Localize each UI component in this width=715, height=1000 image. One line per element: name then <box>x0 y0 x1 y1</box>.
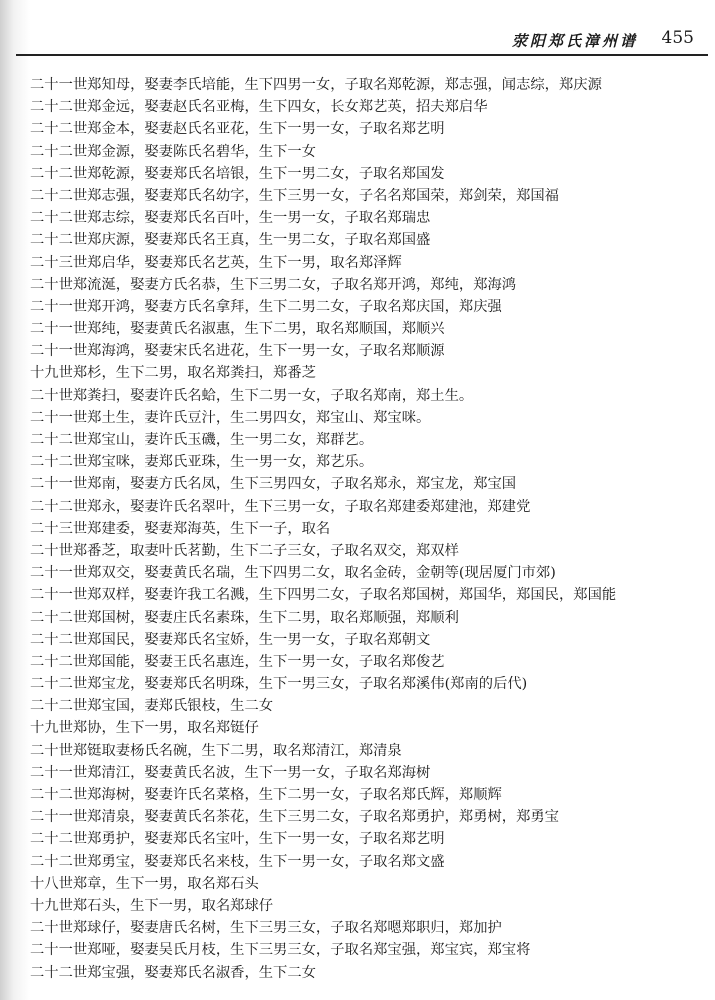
genealogy-line: 二十二世郑宝山，妻许氏玉磯，生一男二女，郑群艺。 <box>30 432 374 448</box>
page-number: 455 <box>661 28 694 48</box>
genealogy-line: 二十三世郑启华，娶妻郑氏名艺英，生下一男，取名郑泽辉 <box>30 254 402 271</box>
genealogy-line: 二十二世郑宝国，妻郑氏银枝，生二女 <box>30 698 274 715</box>
genealogy-line: 二十世郑流涎，娶妻方氏名恭，生下三男二女，子取名郑开鸿，郑纯，郑海鸿 <box>30 276 517 293</box>
genealogy-line: 二十二世郑海树，娶妻许氏名菜格，生下二男一女，子取名郑氏辉，郑顺辉 <box>30 787 502 803</box>
genealogy-line: 二十二世郑志综，娶妻郑氏名百叶，生一男一女，子取名郑瑞忠 <box>30 210 431 227</box>
genealogy-line: 二十二世郑勇护，娶妻郑氏名宝叶，生下一男一女，子取名郑艺明 <box>30 831 445 848</box>
genealogy-line: 二十世郑番芝，取妻叶氏茗勤，生下二子三女，子取名双交，郑双样 <box>30 542 459 559</box>
genealogy-line: 二十二世郑庆源，娶妻郑氏名王真，生一男二女，子取名郑国盛 <box>30 232 431 249</box>
genealogy-line: 二十二世郑永，娶妻许氏名翠叶，生下三男一女，子取名郑建委郑建池，郑建党 <box>30 498 531 515</box>
genealogy-line: 二十一世郑开鸿，娶妻方氏名拿拜，生下二男二女，子取名郑庆国，郑庆强 <box>30 298 502 315</box>
genealogy-line: 二十二世郑国树，娶妻庄氏名素珠，生下二男，取名郑顺强，郑顺利 <box>30 609 459 626</box>
genealogy-line: 二十一世郑哑，娶妻吴氏月枝，生下三男三女，子取名郑宝强，郑宝宾，郑宝将 <box>30 942 531 959</box>
genealogy-line: 二十世郑球仔，娶妻唐氏名树，生下三男三女，子取名郑嗯郑职归，郑加护 <box>30 920 502 937</box>
genealogy-line: 二十一世郑南，娶妻方氏名凤，生下三男四女，子取名郑永，郑宝龙，郑宝国 <box>30 476 517 493</box>
genealogy-line: 二十二世郑乾源，娶妻郑氏名培银，生下一男二女，子取名郑国发 <box>30 165 445 182</box>
running-header <box>16 28 708 50</box>
genealogy-line: 二十二世郑金源，娶妻陈氏名碧华，生下一女 <box>30 143 316 160</box>
genealogy-line: 二十二世郑金本，娶妻赵氏名亚花，生下一男一女，子取名郑艺明 <box>30 121 445 138</box>
genealogy-line: 二十一世郑土生，妻许氏豆汁，生二男四女，郑宝山、郑宝咪。 <box>30 409 431 426</box>
genealogy-text <box>30 74 700 984</box>
genealogy-line: 二十二世郑勇宝，娶妻郑氏名来枝，生下一男一女，子取名郑文盛 <box>30 853 445 870</box>
genealogy-line: 二十一世郑清江，娶妻黄氏名波，生下一男一女，子取名郑海树 <box>30 764 431 781</box>
genealogy-line: 二十二世郑国能，娶妻王氏名惠连，生下一男一女，子取名郑俊艺 <box>30 653 445 670</box>
genealogy-line: 二十一世郑知母，娶妻李氏培能，生下四男一女，子取名郑乾源，郑志强，闻志综，郑庆源 <box>30 77 602 93</box>
genealogy-line: 二十二世郑志强，娶妻郑氏名幼字，生下三男一女，子名名郑国荣，郑剑荣，郑国福 <box>30 187 559 204</box>
genealogy-line: 十八世郑章，生下一男，取名郑石头 <box>30 875 259 892</box>
genealogy-line: 二十世郑粪扫，娶妻许氏名蛤，生下二男一女，子取名郑南，郑土生。 <box>30 387 474 404</box>
genealogy-line: 二十二世郑宝咪，妻郑氏亚珠，生一男一女，郑艺乐。 <box>30 454 374 471</box>
genealogy-line: 十九世郑杉，生下二男，取名郑粪扫，郑番芝 <box>30 365 316 382</box>
header-title: 荥阳郑氏漳州谱 <box>511 32 638 50</box>
header-rule <box>16 54 708 56</box>
genealogy-line: 二十世郑铤取妻杨氏名碗，生下二男，取名郑清江，郑清泉 <box>30 742 402 759</box>
genealogy-line: 二十一世郑海鸿，娶妻宋氏名进花，生下一男一女，子取名郑顺源 <box>30 343 445 360</box>
genealogy-line: 二十三世郑建委，娶妻郑海英，生下一子，取名 <box>30 520 331 537</box>
genealogy-line: 二十二世郑国民，娶妻郑氏名宝娇，生一男一女，子取名郑朝文 <box>30 631 431 648</box>
genealogy-line: 十九世郑石头，生下一男，取名郑球仔 <box>30 897 274 914</box>
genealogy-line: 二十二世郑金远，娶妻赵氏名亚梅，生下四女，长女郑艺英，招夫郑启华 <box>30 99 488 116</box>
genealogy-line: 二十二世郑宝强，娶妻郑氏名淑香，生下二女 <box>30 964 316 981</box>
genealogy-line: 二十一世郑双交，娶妻黄氏名瑞，生下四男二女，取名金砖，金朝等(现居厦门市郊) <box>30 565 556 582</box>
genealogy-line: 二十一世郑纯，娶妻黄氏名淑惠，生下二男，取名郑顺国，郑顺兴 <box>30 321 445 338</box>
genealogy-line: 二十二世郑宝龙，娶妻郑氏名明珠，生下一男三女，子取名郑溪伟(郑南的后代) <box>30 676 528 693</box>
genealogy-line: 二十一世郑双样，娶妻许我工名溅，生下四男二女，子取名郑国树，郑国华，郑国民，郑国能 <box>30 587 617 604</box>
genealogy-line: 十九世郑协，生下一男，取名郑铤仔 <box>30 720 259 737</box>
genealogy-line: 二十一世郑清泉，娶妻黄氏名茶花，生下三男二女，子取名郑勇护，郑勇树，郑勇宝 <box>30 809 559 826</box>
